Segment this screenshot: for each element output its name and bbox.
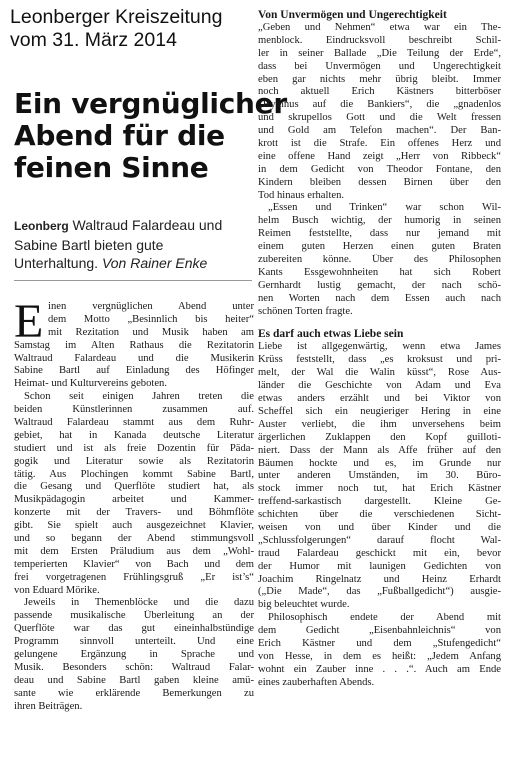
text-line: big beleuchtet wurde. <box>258 599 350 611</box>
text-line: Scheffel sich ein neugieriger Hering in eine <box>258 405 501 417</box>
article-headline <box>14 87 287 184</box>
text-line: menblock. Eindrucksvoll beschreibt Schil- <box>258 34 501 46</box>
text-line: weisen von und über Kinder und die <box>258 521 501 533</box>
drop-cap: E <box>14 295 44 348</box>
text-line: dass bei Unvermögen und Ungerechtigkeit <box>258 60 501 72</box>
article-teaser <box>14 216 252 273</box>
text-line: der Humor mit launigen Gedichten von <box>258 560 501 572</box>
text-line: Samstag im Alten Rathaus die Rezitatorin <box>14 339 254 351</box>
text-line: Gernhardt lustig gemacht, der nach schö- <box>258 279 501 291</box>
source-line-1: Leonberger Kreiszeitung <box>10 6 223 28</box>
text-line: sante wie erklärende Bemerkungen zu <box>14 687 254 699</box>
text-line: und so begann der Abend stimmungsvoll <box>14 533 254 545</box>
text-line: „Geben und Nehmen“ etwa war ein The- <box>258 22 501 33</box>
text-line: gelungene Ergänzung in Sprache und <box>14 649 254 661</box>
text-line: und Gold am Telefon machen“. Der Ban- <box>258 125 501 137</box>
text-line: eine offene Hand zeigt „Herr von Ribbeck“ <box>258 150 501 162</box>
text-line: melt, der Wal die Walin küsst“, Rose Aus- <box>258 367 501 379</box>
text-line: beiden Künstlerinnen zusammen auf. <box>14 404 254 416</box>
text-line: Sabine Bartl auf Einladung des Höfinger <box>14 365 254 377</box>
text-line: treffend-sarkastisch dargestellt. Kleine Ge- <box>258 496 501 508</box>
text-line: von Eduard Mörike. <box>14 584 100 596</box>
text-line: Joachim Ringelnatz und Heinz Erhardt <box>258 573 501 585</box>
text-line: gebiet, hat in Kanada deutsche Literatur <box>14 429 254 441</box>
headline-line-3: feinen Sinne <box>14 151 209 184</box>
subheading-2: Es darf auch etwas Liebe sein <box>258 328 404 341</box>
text-line: nen Worten nach dem Essen auch nach <box>258 292 501 304</box>
text-line: schichten über die verschiedenen Sicht- <box>258 509 501 521</box>
article-column-right <box>258 8 501 690</box>
text-line: eben gar nichts mehr übrig bleibt. Immer <box>258 73 501 85</box>
column-right-section-1 <box>258 22 501 318</box>
text-line: Philosophisch endete der Abend mit <box>268 612 501 624</box>
teaser-line-1: Waltraud Falardeau und <box>68 217 223 233</box>
text-line: Heimat- und Kulturvereins geboten. <box>14 378 167 390</box>
text-line: Liebe ist allgegenwärtig, wenn etwa James <box>258 341 501 353</box>
text-line: Reimen feststellte, dass nur jemand mit <box>258 228 501 240</box>
column-right-section-2 <box>258 341 501 689</box>
text-line: schönen Torten fragte. <box>258 305 353 317</box>
text-line: Musikpädagogin arbeitet und Kammer- <box>14 494 254 506</box>
subheading-1: Von Unvermögen und Ungerechtigkeit <box>258 9 447 21</box>
teaser-line-3: Unterhaltung. <box>14 255 102 271</box>
text-line: tätig. Aus Plochingen kommt Sabine Bartl, <box>14 468 254 480</box>
text-line: ler in seiner Ballade „Die Teilung der Erde“, <box>258 47 501 59</box>
text-line: mit dem Ersten Präludium aus dem „Wohl- <box>14 545 254 557</box>
text-line: („Die Made“, das „Fußballgedicht“) ausgie- <box>258 586 501 598</box>
text-line: gibt. Sie spielt auch ausgezeichnet Klavier, <box>14 520 254 532</box>
text-line: ihren Beiträgen. <box>14 700 83 712</box>
text-line: und skrupellos Gott und die Welt fressen <box>258 112 501 124</box>
text-line: krott ist die Strafe. Ein offenes Herz und <box>258 138 501 150</box>
source-line-2: vom 31. März 2014 <box>10 29 177 51</box>
text-line: Bäumen hockte und es, im Grunde nur <box>258 457 501 469</box>
text-line: Kants Essgewohnheiten hat sich Robert <box>258 266 501 278</box>
text-line: dem Gedicht „Eisenbahnleichnis“ von <box>258 625 501 637</box>
text-line: ärgerlichen Zuklappen den Kopf guilloti- <box>258 431 501 443</box>
text-line: in dem Gedicht von Theodor Fontane, den <box>258 163 501 175</box>
teaser-line-2: Sabine Bartl bieten gute <box>14 236 164 253</box>
divider <box>14 280 252 281</box>
text-line: „Schlussfolgerungen“ darauf flocht Wal- <box>258 534 501 546</box>
text-line: unter anderen Umständen, im 30. Büro- <box>258 470 501 482</box>
teaser-kicker: Leonberg <box>14 219 69 233</box>
text-line: deau und Sabine Bartl gaben kleine amü- <box>14 674 254 686</box>
text-line: stock immer noch tut, hat Erich Kästner <box>258 483 501 495</box>
author-byline: Von Rainer Enke <box>101 255 208 271</box>
headline-line-2: Abend für die <box>14 119 225 152</box>
text-line: etwas anders erzählt und bei Viktor von <box>258 393 501 405</box>
source-label <box>10 6 250 52</box>
headline-line-1: Ein vergnüglicher <box>14 87 287 120</box>
text-line: frei vorgetragenen Frühlingsgruß „Er ist’s“ <box>14 571 254 583</box>
text-line: zubereiten könne. Über des Philosophen <box>258 254 501 266</box>
text-line: mit Rezitation und Musik haben am <box>48 326 254 338</box>
text-line: Erich Kästner und dem „Stufengedicht“ <box>258 637 501 649</box>
text-line: „Hymnus auf die Bankiers“, die „gnadenlos <box>258 99 501 111</box>
text-line: dem Motto „Besinnlich bis heiter“ <box>48 313 254 325</box>
text-line: eines zauberhaften Abends. <box>258 676 375 688</box>
text-line: einem guten Herzen einen guten Braten <box>258 241 501 253</box>
text-line: Programm sinnvoll unterteilt. Und eine <box>14 636 254 648</box>
text-line: inen vergnüglichen Abend unter <box>48 301 254 312</box>
text-line: traud Falardeau geschickt mit ein, bevor <box>258 547 501 559</box>
text-line: studiert und ist als freie Dozentin für Päda- <box>14 442 254 454</box>
text-line: Schon seit einigen Jahren treten die <box>24 391 254 403</box>
text-line: die Gesang und Querflöte studiert hat, als <box>14 481 254 493</box>
text-line: wohnt ein Zauber inne . . .“. Auch am Ende <box>258 663 501 675</box>
text-line: Jeweils in Themenblöcke und die dazu <box>24 597 254 609</box>
text-line: Waltraud Falardeau und die Musikerin <box>14 352 254 364</box>
text-line: länder die Geschichte von Adam und Eva <box>258 380 501 392</box>
text-line: passende musikalische Überleitung an der <box>14 610 254 622</box>
text-line: Krüss feststellt, dass „es kroksust und pri- <box>258 354 501 366</box>
text-line: „Essen und Trinken“ war schon Wil- <box>268 202 501 214</box>
text-line: von Hesse, in dem es heißt: „Jedem Anfang <box>258 650 501 662</box>
article-column-left <box>14 295 254 714</box>
text-line: gogik und Literatur sowie als Rezitatorin <box>14 455 254 467</box>
text-line: Kindern bleiben dessen Birnen über den <box>258 176 501 188</box>
text-line: noch aktuell Erich Kästners bitterböser <box>258 86 501 98</box>
text-line: konzerte mit der Travers- und Böhmflöte <box>14 507 254 519</box>
text-line: Waltraud Falardeau stammt aus dem Ruhr- <box>14 417 254 429</box>
text-line: niert. Dass der Mann als Affe früher auf den <box>258 444 501 456</box>
text-line: Auster verliebt, die ihm unversehens beim <box>258 418 501 430</box>
text-line: Musik. Besonders schön: Waltraud Falar- <box>14 661 254 673</box>
text-line: Querflöte war das gut eineinhalbstündige <box>14 623 254 635</box>
text-line: helm Busch wichtig, der humorig in seinen <box>258 215 501 227</box>
text-line: Tod hinaus erhalten. <box>258 189 345 201</box>
section-gap <box>258 318 501 327</box>
text-line: temperierten Klavier“ von Bach und dem <box>14 558 254 570</box>
